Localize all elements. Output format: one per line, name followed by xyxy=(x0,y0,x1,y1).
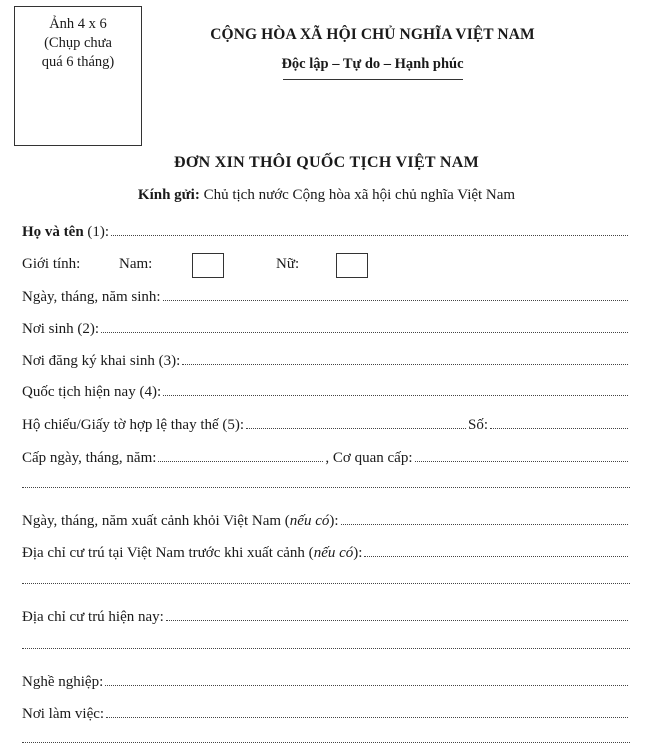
issue-row xyxy=(22,447,630,467)
workplace-row xyxy=(22,703,630,723)
document-title: ĐƠN XIN THÔI QUỐC TỊCH VIỆT NAM xyxy=(173,154,480,171)
female-checkbox[interactable] xyxy=(336,253,368,278)
occupation-field[interactable] xyxy=(105,671,628,686)
issue-date-label: Cấp ngày, tháng, năm: xyxy=(22,450,157,466)
female-label: Nữ: xyxy=(276,256,300,272)
nationality-row xyxy=(22,381,630,401)
recipient-prefix: Kính gửi: xyxy=(137,187,200,203)
dob-field[interactable] xyxy=(163,286,628,301)
birth-registration-label: Nơi đăng ký khai sinh (3): xyxy=(22,353,181,369)
exit-date-label-text: Ngày, tháng, năm xuất cảnh khỏi Việt Nam ( xyxy=(22,513,290,529)
dob-label: Ngày, tháng, năm sinh: xyxy=(22,289,161,305)
male-label: Nam: xyxy=(119,256,153,272)
recipient-text: Chủ tịch nước Cộng hòa xã hội chủ nghĩa Việt Nam xyxy=(203,187,516,203)
birth-registration-field[interactable] xyxy=(182,350,628,365)
prior-address-note: nếu có xyxy=(313,545,354,561)
current-address-row xyxy=(22,606,630,626)
national-header xyxy=(190,26,555,80)
prior-address-field[interactable] xyxy=(364,542,628,557)
prior-address-label-close: ): xyxy=(353,545,363,561)
nationality-field[interactable] xyxy=(163,381,628,396)
prior-address-label xyxy=(22,545,362,562)
full-name-label-note: (1): xyxy=(83,224,110,240)
full-name-field[interactable] xyxy=(111,221,628,236)
exit-date-label xyxy=(22,513,339,530)
issuing-agency-field[interactable] xyxy=(415,447,629,462)
occupation-label: Nghề nghiệp: xyxy=(22,674,104,690)
current-address-label: Địa chỉ cư trú hiện nay: xyxy=(22,609,164,625)
photo-note-line2: quá 6 tháng) xyxy=(41,54,115,70)
birthplace-field[interactable] xyxy=(101,318,628,333)
nationality-label: Quốc tịch hiện nay (4): xyxy=(22,384,162,400)
current-address-continuation[interactable] xyxy=(22,648,630,649)
exit-date-row xyxy=(22,510,630,530)
occupation-row xyxy=(22,671,630,691)
issue-date-field[interactable] xyxy=(158,447,323,462)
passport-number-field[interactable] xyxy=(490,414,628,429)
photo-note-line1: (Chụp chưa xyxy=(44,35,112,51)
passport-row xyxy=(22,414,630,434)
male-checkbox[interactable] xyxy=(192,253,224,278)
prior-address-continuation[interactable] xyxy=(22,583,630,584)
photo-placeholder-box xyxy=(14,6,142,146)
issuing-agency-label: , Cơ quan cấp: xyxy=(325,450,413,466)
exit-date-field[interactable] xyxy=(341,510,628,525)
prior-address-row xyxy=(22,542,630,562)
full-name-label xyxy=(22,224,109,241)
birth-registration-row xyxy=(22,350,630,370)
recipient-line xyxy=(0,187,653,204)
birthplace-label: Nơi sinh (2): xyxy=(22,321,100,337)
nation-name: CỘNG HÒA XÃ HỘI CHỦ NGHĨA VIỆT NAM xyxy=(210,26,535,43)
passport-field[interactable] xyxy=(246,414,466,429)
prior-address-label-text: Địa chỉ cư trú tại Việt Nam trước khi xuất cảnh ( xyxy=(22,545,314,561)
workplace-label: Nơi làm việc: xyxy=(22,706,105,722)
national-motto: Độc lập – Tự do – Hạnh phúc xyxy=(281,56,464,72)
dob-row xyxy=(22,286,630,306)
issuing-agency-continuation[interactable] xyxy=(22,487,630,488)
passport-number-label: Số: xyxy=(467,417,488,433)
photo-size-label: Ảnh 4 x 6 xyxy=(49,16,107,32)
birthplace-row xyxy=(22,318,630,338)
gender-row xyxy=(22,253,422,279)
gender-label: Giới tính: xyxy=(22,256,81,272)
workplace-field[interactable] xyxy=(106,703,628,718)
current-address-field[interactable] xyxy=(166,606,628,621)
workplace-continuation[interactable] xyxy=(22,742,630,743)
full-name-row xyxy=(22,221,630,241)
passport-label: Hộ chiếu/Giấy tờ hợp lệ thay thế (5): xyxy=(22,417,245,433)
exit-date-note: nếu có xyxy=(289,513,330,529)
motto-underline xyxy=(283,79,463,80)
full-name-label-bold: Họ và tên xyxy=(22,224,84,240)
exit-date-label-close: ): xyxy=(329,513,339,529)
